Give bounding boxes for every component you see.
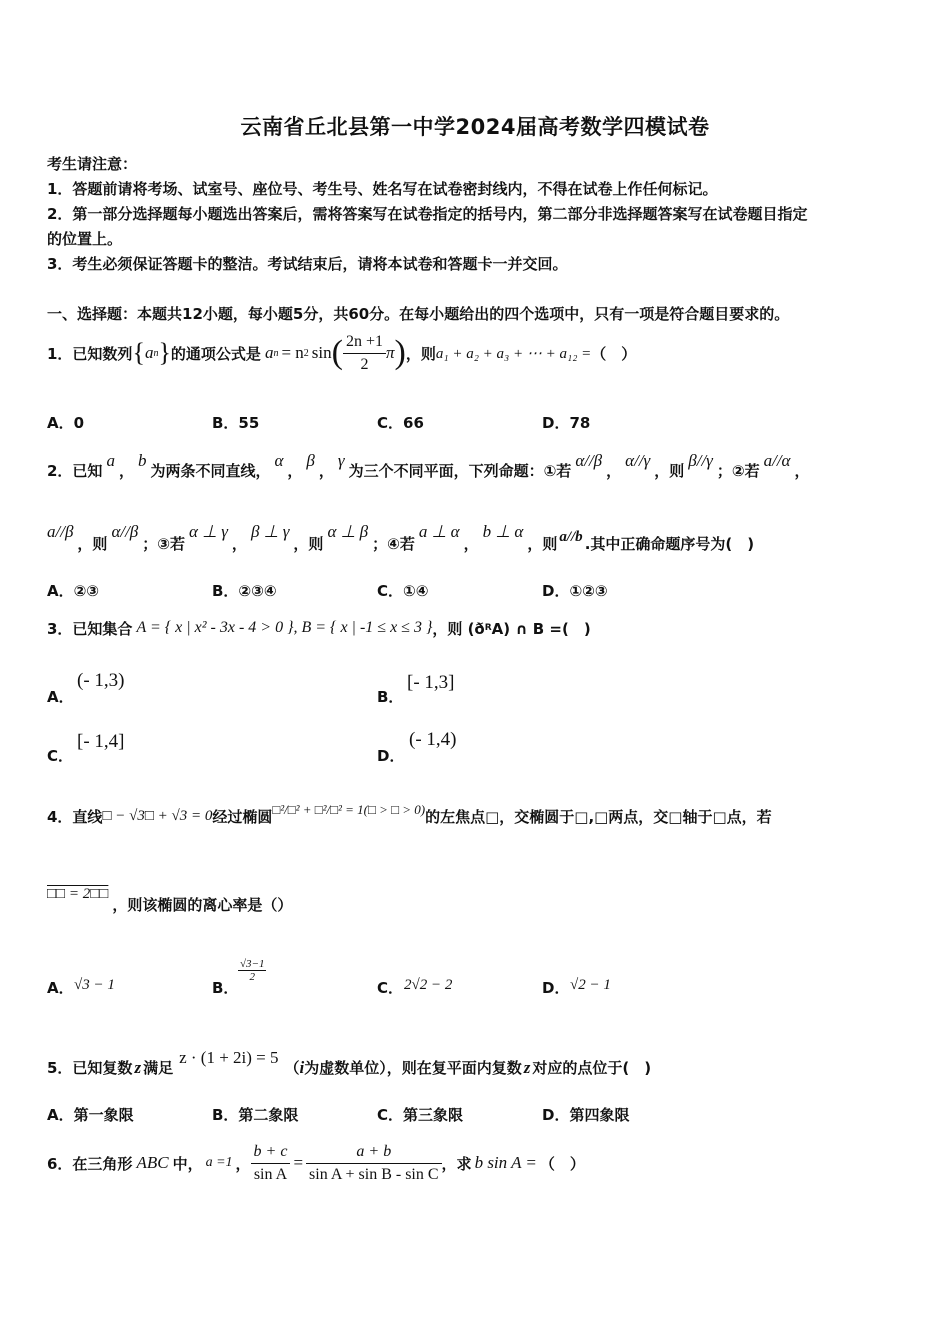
q2-beta: β	[306, 451, 315, 470]
q4-option-c-label[interactable]: C．	[377, 979, 404, 997]
question-4-line-1	[47, 796, 772, 836]
q2-l2-text-2: ；③若	[142, 535, 185, 553]
q5-i: i	[299, 1058, 305, 1077]
q1-option-b[interactable]: B．55	[212, 414, 260, 432]
q2-gamma: γ	[337, 451, 345, 470]
q6-equals: =	[293, 1153, 304, 1172]
q6-fraction-2	[306, 1141, 442, 1186]
q6-frac2-num: a + b	[306, 1141, 442, 1164]
q2-comma-2: ，	[287, 462, 303, 480]
q5-z2: z	[523, 1058, 531, 1077]
q3-suffix-2: A) ∩ B =( )	[491, 619, 591, 638]
q4-ellipse-equation: □²/□² + □²/□² = 1(□ > □ > 0)	[272, 802, 426, 817]
q4-option-a-label[interactable]: A．	[47, 979, 74, 997]
question-1	[47, 330, 636, 376]
q2-p12: a//b	[559, 529, 583, 545]
q3-option-b-label[interactable]: B．	[377, 688, 404, 706]
q1-paren-left: (	[331, 334, 343, 371]
q2-option-d[interactable]: D．①②③	[542, 582, 608, 600]
q4-vector-equation: □□ = 2□□	[47, 885, 109, 902]
q2-p3: β//γ	[688, 451, 713, 470]
q3-suffix-sub: R	[484, 623, 492, 633]
q2-b: b	[137, 451, 147, 470]
q3-option-d-value: (- 1,4)	[409, 729, 457, 750]
q2-l2-text-4: ；④若	[372, 535, 415, 553]
q5-text-3: 为虚数单位），则在复平面内复数	[304, 1059, 522, 1077]
q1-seq-sub: n	[153, 347, 159, 359]
q5-option-d[interactable]: D．第四象限	[542, 1106, 630, 1124]
notice-item-2: 2．第一部分选择题每小题选出答案后，需将答案写在试卷指定的括号内，第二部分非选择题答案写在试卷题目指定	[47, 205, 808, 223]
question-3	[47, 610, 591, 646]
q2-p1: α//β	[575, 451, 603, 470]
q1-sum: a₁ + a₂ + a₃ + ⋯ + a₁₂ =	[435, 345, 592, 362]
q2-text-3: 为三个不同平面，下列命题：①若	[348, 462, 572, 480]
q6-a-eq: a =1	[205, 1155, 233, 1170]
q2-p8: β ⊥ γ	[250, 522, 290, 541]
q5-option-a[interactable]: A．第一象限	[47, 1106, 134, 1124]
q2-a: a	[106, 451, 115, 470]
q4-option-b-label[interactable]: B．	[212, 979, 239, 997]
q2-alpha: α	[274, 451, 284, 470]
q4-option-c-value: 2√2 − 2	[404, 977, 453, 993]
q5-equation: z · (1 + 2i) = 5	[179, 1048, 279, 1067]
q1-then: ，则	[405, 344, 436, 363]
question-5	[47, 1042, 651, 1078]
q4-option-b-num: √3−1	[240, 958, 265, 970]
q1-frac-num: 2n +1	[343, 331, 386, 354]
q6-frac2-den: sin A + sin B - sin C	[309, 1165, 439, 1183]
q6-fraction-1	[251, 1141, 291, 1186]
q6-frac1-num: b + c	[251, 1141, 291, 1164]
q2-option-c[interactable]: C．①④	[377, 582, 429, 600]
q2-p10: a ⊥ α	[418, 522, 460, 541]
q2-l2-text-6: .其中正确命题序号为( )	[584, 535, 755, 553]
q1-mid: 的通项公式是	[170, 344, 261, 363]
q4-option-b-fraction	[238, 958, 266, 983]
q1-pi: π	[385, 343, 395, 362]
q4-option-d-value: √2 − 1	[570, 977, 611, 993]
section-heading: 一、选择题：本题共12小题，每小题5分，共60分。在每小题给出的四个选项中，只有一项是符合题目要求的。	[47, 305, 790, 323]
q6-abc: ABC	[136, 1153, 169, 1172]
q1-brace-left: {	[132, 338, 145, 367]
q6-paren: （ ）	[539, 1154, 585, 1173]
q1-formula-eq: = n	[281, 343, 304, 362]
q5-option-b[interactable]: B．第二象限	[212, 1106, 299, 1124]
q3-suffix: ，则 (ð	[432, 619, 485, 638]
q4-option-a-value: √3 − 1	[74, 977, 115, 993]
q2-text-2: 为两条不同直线，	[150, 462, 271, 480]
q1-paren: （ ）	[591, 344, 637, 363]
q2-p6: α//β	[111, 522, 139, 541]
q2-comma-5: ，	[794, 462, 810, 480]
q1-formula-lhs: a	[264, 343, 274, 362]
notice-item-1: 1．答题前请将考场、试室号、座位号、考生号、姓名写在试卷密封线内，不得在试卷上作任何标记。	[47, 180, 718, 198]
question-2-line-2	[47, 520, 754, 554]
q2-comma-4: ，	[606, 462, 622, 480]
q3-option-c-value: [- 1,4]	[77, 731, 125, 752]
q4-text-1: 经过椭圆	[212, 807, 273, 826]
q5-z: z	[134, 1058, 142, 1077]
q6-text-2: ，求	[441, 1154, 472, 1173]
q1-fraction	[343, 331, 386, 376]
page-title: 云南省丘北县第一中学2024届高考数学四模试卷	[240, 115, 710, 139]
question-6	[47, 1138, 585, 1188]
q1-frac-den: 2	[360, 355, 369, 373]
q3-option-a-label[interactable]: A．	[47, 688, 74, 706]
q2-l2-text-3: ，则	[293, 535, 324, 553]
q1-formula-sin: sin	[311, 343, 332, 362]
notice-item-3: 3．考生必须保证答题卡的整洁。考试结束后，请将本试卷和答题卡一并交回。	[47, 255, 568, 273]
q2-p9: α ⊥ β	[327, 522, 369, 541]
q6-target: b sin A =	[474, 1153, 537, 1172]
q5-text-1: 满足	[143, 1059, 174, 1077]
notice-item-2-cont: 的位置上。	[47, 230, 123, 248]
q5-text-4: 对应的点位于( )	[532, 1059, 652, 1077]
q1-option-d[interactable]: D．78	[542, 414, 591, 432]
q4-option-d-label[interactable]: D．	[542, 979, 570, 997]
q2-p4: a//α	[763, 451, 791, 470]
q2-option-b[interactable]: B．②③④	[212, 582, 277, 600]
q3-option-b-value: [- 1,3]	[407, 672, 455, 693]
q3-option-a-value: (- 1,3)	[77, 670, 125, 691]
q3-option-d-label[interactable]: D．	[377, 747, 405, 765]
question-2-line-1	[47, 447, 809, 481]
q2-p5: a//β	[47, 522, 74, 541]
q2-text-1: 2．已知	[47, 462, 103, 480]
q1-prefix: 1．已知数列	[47, 344, 133, 363]
q2-p7: α ⊥ γ	[188, 522, 228, 541]
q3-prefix: 3．已知集合	[47, 619, 133, 638]
q2-option-a[interactable]: A．②③	[47, 582, 100, 600]
q5-option-c[interactable]: C．第三象限	[377, 1106, 464, 1124]
q1-option-a[interactable]: A．0	[47, 414, 85, 432]
question-4-line-2	[47, 884, 292, 924]
q5-text-2: （	[284, 1059, 300, 1077]
q1-brace-right: }	[158, 338, 171, 367]
q2-p11: b ⊥ α	[482, 522, 524, 541]
q4-option-b-den: 2	[249, 971, 255, 983]
q2-comma-1: ，	[118, 462, 134, 480]
q6-prefix: 6．在三角形	[47, 1154, 133, 1173]
q2-comma-3: ，	[318, 462, 334, 480]
q6-frac1-den: sin A	[253, 1165, 288, 1183]
q4-prefix: 4．直线	[47, 807, 103, 826]
q4-text-3: ，则该椭圆的离心率是（）	[112, 895, 293, 914]
q5-prefix: 5．已知复数	[47, 1059, 133, 1077]
q1-formula-exp: 2	[303, 347, 309, 359]
q2-text-4: ，则	[654, 462, 685, 480]
q4-text-2: 的左焦点□，交椭圆于□,□两点，交□轴于□点，若	[425, 807, 772, 826]
q3-option-c-label[interactable]: C．	[47, 747, 74, 765]
q2-l2-text-1: ，则	[77, 535, 108, 553]
q2-l2-text-5: ，则	[527, 535, 558, 553]
q1-formula-lhs-sub: n	[273, 347, 279, 359]
q1-option-c[interactable]: C．66	[377, 414, 424, 432]
q1-paren-right: )	[394, 334, 406, 371]
q2-text-5: ；②若	[716, 462, 760, 480]
q6-comma: ，	[235, 1154, 251, 1173]
q2-p2: α//γ	[625, 451, 651, 470]
q1-seq: a	[144, 343, 154, 362]
q2-l2-comma-2: ，	[463, 535, 479, 553]
q6-text-1: 中，	[172, 1154, 203, 1173]
notice-heading: 考生请注意：	[47, 155, 138, 173]
q2-l2-comma-1: ，	[231, 535, 247, 553]
q4-line-equation: □ − √3□ + √3 = 0	[102, 807, 213, 824]
q3-sets: A = { x | x² - 3x - 4 > 0 }, B = { x | -1 ≤ x ≤ 3 }	[136, 619, 433, 636]
